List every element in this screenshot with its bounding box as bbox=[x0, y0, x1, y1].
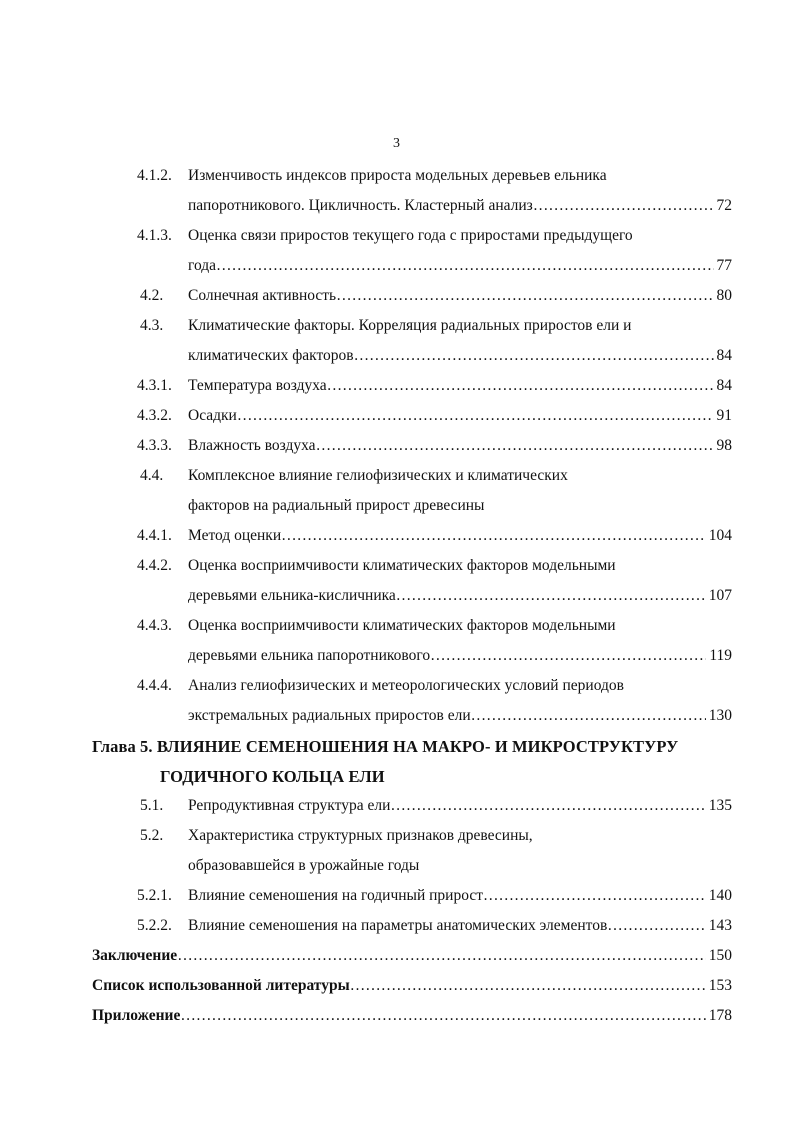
section-number: 5.2.1. bbox=[137, 887, 172, 904]
toc-entry[interactable] bbox=[188, 916, 732, 936]
page-ref: 140 bbox=[708, 887, 732, 904]
toc-entry[interactable] bbox=[188, 646, 732, 666]
page-ref: 153 bbox=[708, 977, 732, 994]
leader-dots bbox=[533, 196, 714, 216]
section-title: Влияние семеношения на годичный прирост bbox=[188, 887, 483, 904]
section-number: 4.1.2. bbox=[137, 167, 172, 184]
section-title: Климатические факторы. Корреляция радиальных приростов ели и bbox=[188, 317, 632, 334]
section-number: 4.4. bbox=[140, 467, 164, 484]
page-ref: 104 bbox=[708, 527, 732, 544]
section-number: 5.2.2. bbox=[137, 917, 172, 934]
section-title: Комплексное влияние гелиофизических и климатических bbox=[188, 467, 568, 484]
toc-entry-references[interactable] bbox=[92, 976, 732, 996]
section-title-cont: года bbox=[188, 257, 217, 274]
section-title: Осадки bbox=[188, 407, 237, 424]
page-ref: 107 bbox=[708, 587, 732, 604]
section-number: 4.4.3. bbox=[137, 617, 172, 634]
section-title-cont: папоротникового. Цикличность. Кластерный анализ bbox=[188, 197, 533, 214]
toc-entry[interactable] bbox=[188, 796, 732, 816]
section-title-cont: образовавшейся в урожайные годы bbox=[188, 857, 420, 874]
section-title-cont: деревьями ельника папоротникового bbox=[188, 647, 431, 664]
leader-dots bbox=[396, 586, 706, 606]
toc-entry[interactable] bbox=[188, 256, 732, 276]
section-title: Солнечная активность bbox=[188, 287, 337, 304]
leader-dots bbox=[316, 436, 714, 456]
leader-dots bbox=[354, 346, 714, 366]
page-ref: 72 bbox=[716, 197, 732, 214]
section-title: Температура воздуха bbox=[188, 377, 327, 394]
leader-dots bbox=[430, 646, 706, 666]
section-number: 4.3. bbox=[140, 317, 164, 334]
leader-dots bbox=[350, 976, 706, 996]
section-title: Изменчивость индексов прироста модельных деревьев ельника bbox=[188, 167, 607, 184]
toc-entry[interactable] bbox=[188, 406, 732, 426]
section-title: Список использованной литературы bbox=[92, 977, 350, 994]
leader-dots bbox=[336, 286, 713, 306]
section-title-cont: климатических факторов bbox=[188, 347, 354, 364]
chapter-heading-cont: ГОДИЧНОГО КОЛЬЦА ЕЛИ bbox=[160, 767, 385, 786]
section-title: Оценка восприимчивости климатических факторов модельными bbox=[188, 617, 616, 634]
page-ref: 130 bbox=[708, 707, 732, 724]
section-number: 4.1.3. bbox=[137, 227, 172, 244]
leader-dots bbox=[216, 256, 713, 276]
page-ref: 84 bbox=[716, 377, 732, 394]
leader-dots bbox=[327, 376, 714, 396]
toc-entry-appendix[interactable] bbox=[92, 1006, 732, 1026]
section-number: 4.3.2. bbox=[137, 407, 172, 424]
section-title: Заключение bbox=[92, 947, 178, 964]
section-number: 4.2. bbox=[140, 287, 164, 304]
section-number: 5.1. bbox=[140, 797, 164, 814]
section-title: Анализ гелиофизических и метеорологических условий периодов bbox=[188, 677, 624, 694]
page-ref: 91 bbox=[716, 407, 732, 424]
toc-entry[interactable] bbox=[188, 526, 732, 546]
page-ref: 135 bbox=[708, 797, 732, 814]
toc-entry-conclusion[interactable] bbox=[92, 946, 732, 966]
toc-entry[interactable] bbox=[188, 886, 732, 906]
page-ref: 143 bbox=[708, 917, 732, 934]
toc-entry[interactable] bbox=[188, 286, 732, 306]
page-ref: 178 bbox=[708, 1007, 732, 1024]
leader-dots bbox=[177, 946, 706, 966]
page-ref: 77 bbox=[716, 257, 732, 274]
section-title: Приложение bbox=[92, 1007, 181, 1024]
leader-dots bbox=[237, 406, 714, 426]
page-ref: 150 bbox=[708, 947, 732, 964]
section-title: Репродуктивная структура ели bbox=[188, 797, 391, 814]
chapter-heading[interactable]: Глава 5. ВЛИЯНИЕ СЕМЕНОШЕНИЯ НА МАКРО- И МИКРОСТРУКТУРУ bbox=[92, 737, 679, 756]
section-number: 4.3.3. bbox=[137, 437, 172, 454]
leader-dots bbox=[607, 916, 705, 936]
section-title: Метод оценки bbox=[188, 527, 282, 544]
section-number: 5.2. bbox=[140, 827, 164, 844]
section-number: 4.4.4. bbox=[137, 677, 172, 694]
page-ref: 98 bbox=[716, 437, 732, 454]
section-title: Оценка восприимчивости климатических факторов модельными bbox=[188, 557, 616, 574]
section-title: Характеристика структурных признаков древесины, bbox=[188, 827, 533, 844]
section-title-cont: экстремальных радиальных приростов ели bbox=[188, 707, 471, 724]
leader-dots bbox=[390, 796, 705, 816]
section-title-cont: деревьями ельника-кисличника bbox=[188, 587, 396, 604]
section-number: 4.4.1. bbox=[137, 527, 172, 544]
page-number: 3 bbox=[393, 136, 400, 151]
toc-entry[interactable] bbox=[188, 436, 732, 456]
leader-dots bbox=[180, 1006, 705, 1026]
page-ref: 80 bbox=[716, 287, 732, 304]
leader-dots bbox=[281, 526, 706, 546]
toc-entry[interactable] bbox=[188, 196, 732, 216]
leader-dots bbox=[483, 886, 706, 906]
page-ref: 119 bbox=[709, 647, 732, 664]
section-number: 4.4.2. bbox=[137, 557, 172, 574]
toc-entry[interactable] bbox=[188, 706, 732, 726]
toc-entry[interactable] bbox=[188, 586, 732, 606]
page-ref: 84 bbox=[716, 347, 732, 364]
toc-entry[interactable] bbox=[188, 376, 732, 396]
leader-dots bbox=[471, 706, 706, 726]
section-title: Влияние семеношения на параметры анатомических элементов bbox=[188, 917, 608, 934]
section-title-cont: факторов на радиальный прирост древесины bbox=[188, 497, 485, 514]
section-title: Влажность воздуха bbox=[188, 437, 316, 454]
section-number: 4.3.1. bbox=[137, 377, 172, 394]
toc-entry[interactable] bbox=[188, 346, 732, 366]
section-title: Оценка связи приростов текущего года с приростами предыдущего bbox=[188, 227, 633, 244]
